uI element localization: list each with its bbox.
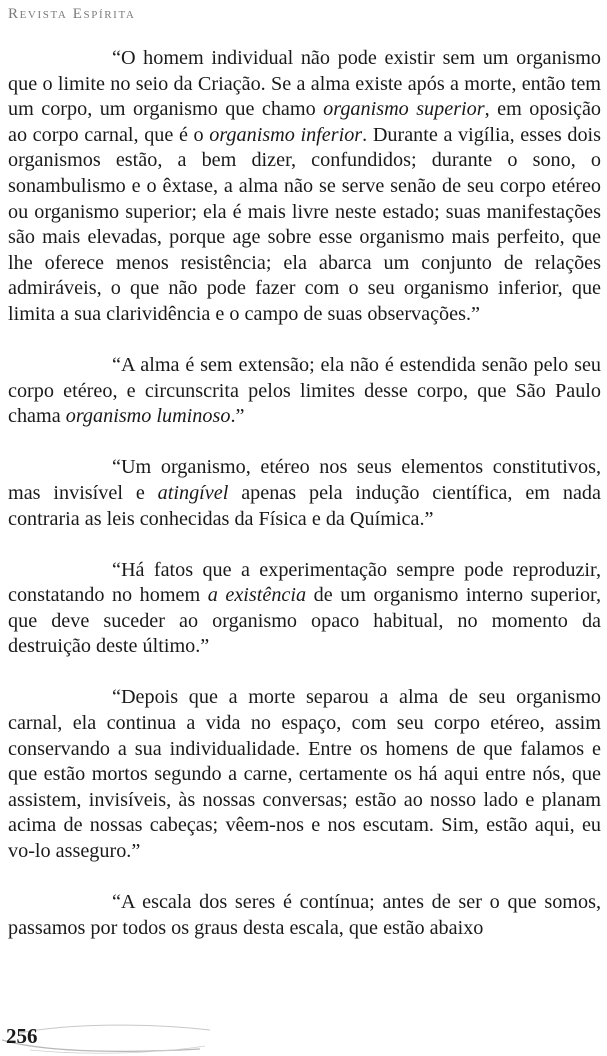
text-run: “Há fatos que a experimentação sempre pode reproduzir, constatando no homem [8,558,601,607]
paragraph [8,558,601,660]
text-run: de um organismo interno superior, que deve suceder ao organismo opaco habitual, no momento da destruição deste último.” [8,584,601,658]
paragraph [8,353,601,430]
text-run: “Depois que a morte separou a alma de seu organismo carnal, ela continua a vida no espaço, com seu corpo etéreo, assim conservando a sua individualidade. Entre os homens de que falamos e que estão mortos segundo a carne, certamente os há aqui entre nós, que assistem, invisíveis, às nossas conversas; estão ao nosso lado e planam acima de nossas cabeças; vêem-nos e nos escutam. Sim, estão aqui, eu vo-lo asseguro.” [8,686,601,863]
italic-text: organismo inferior [209,123,363,146]
decorative-swoosh-icon [0,1018,607,1056]
italic-text: atingível [157,481,229,504]
paragraph [8,890,601,941]
text-run: “Um organismo, etéreo nos seus elementos constitutivos, mas invisível e [8,456,601,504]
text-run: . Durante a vigília, esses dois organismos estão, a bem dizer, confundidos; durante o sono, o sonambulismo e o êxtase, a alma não se serve senão de seu corpo etéreo ou organismo superior; ela é mais livre neste estado; suas manifestações são mais elevadas, porque age sobre esse organismo mais perfeito, que lhe oferece menos resistência; ela abarca um conjunto de relações admiráveis, o que não pode fazer com o seu organismo inferior, que limita a sua clarividência e o campo de suas observações.” [8,123,601,325]
body-text [8,46,601,941]
page-number: 256 [6,1024,38,1048]
page-footer [0,1018,607,1056]
text-run: apenas pela indução científica, em nada contraria as leis conhecidas da Física e da Química.” [8,481,601,530]
italic-text: organismo superior [323,98,485,121]
text-run: “O homem individual não pode existir sem um organismo que o limite no seio da Criação. Se a alma existe após a morte, então tem um corpo, um organismo que chamo [8,47,601,121]
text-run: “A escala dos seres é contínua; antes de ser o que somos, passamos por todos os graus desta escala, que estão abaixo [8,891,601,939]
paragraph [8,46,601,328]
paragraph [8,455,601,532]
paragraph [8,685,601,864]
text-run: , em oposição ao corpo carnal, que é o [8,98,601,146]
italic-text: a existência [207,584,307,607]
running-header: Revista Espírita [8,6,136,22]
text-run: .” [230,405,245,428]
italic-text: organismo luminoso [65,405,231,428]
text-run: “A alma é sem extensão; ela não é estendida senão pelo seu corpo etéreo, e circunscrita pelos limites desse corpo, que São Paulo chama [8,354,601,428]
